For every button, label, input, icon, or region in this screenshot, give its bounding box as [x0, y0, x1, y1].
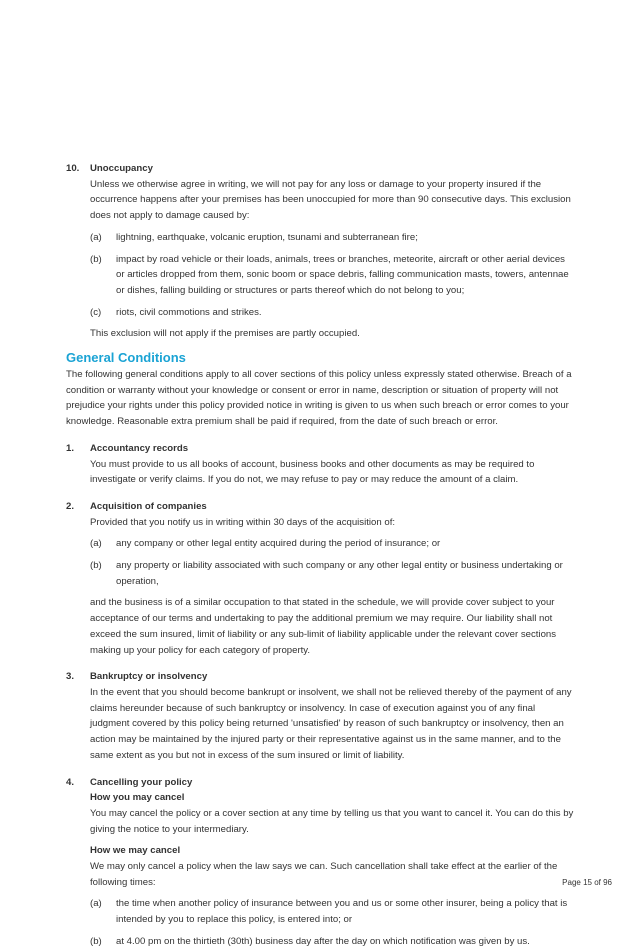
list-item-label: (c)	[90, 306, 102, 318]
general-conditions-intro: The following general conditions apply to all cover sections of this policy unless expressly stated otherwise. Breach of a condition or warranty without your knowledge or consent or error in name, description or situation of property will not prejudice your rights under this policy provided notice in writing is given to us when such breach or error comes to your knowledge. Reasonable extra premium shall be paid if required, from the date of such breach or error.	[66, 369, 572, 428]
section-number: 2.	[66, 500, 75, 512]
section-heading: Unoccupancy	[90, 163, 153, 174]
subsection-heading: How we may cancel	[90, 845, 181, 857]
list-item-label: (b)	[90, 935, 102, 947]
section-closing: This exclusion will not apply if the premises are partly occupied.	[90, 328, 360, 340]
section-number: 1.	[66, 442, 75, 454]
list-item	[90, 558, 574, 589]
subsection-text: You may cancel the policy or a cover section at any time by telling us that you want to cancel it. You can do this by giving the notice to your intermediary.	[90, 807, 574, 835]
section-text: Provided that you notify us in writing within 30 days of the acquisition of:	[90, 516, 396, 528]
section-closing: and the business is of a similar occupation to that stated in the schedule, we will provide cover subject to your acceptance of our terms and undertaking to pay the additional premium we may require. Our liability shall not exceed the sum insured, limit of liability or any sub-limit of liability applicable under the relevant cover sections making up your policy for each category of property.	[90, 597, 557, 656]
list-item-text: riots, civil commotions and strikes.	[116, 306, 262, 318]
document-body	[66, 161, 574, 950]
list-item	[90, 896, 574, 927]
section-heading: Accountancy records	[90, 442, 189, 454]
list-item-text: lightning, earthquake, volcanic eruption, tsunami and subterranean fire;	[116, 231, 418, 243]
list-item-text: any company or other legal entity acquired during the period of insurance; or	[116, 538, 441, 550]
general-conditions-title: General Conditions	[66, 350, 186, 366]
list-item-text: impact by road vehicle or their loads, animals, trees or branches, meteorite, aircraft or other aerial devices or articles dropped from them, sonic boom or space debris, falling communication masts, towers, antennae or dishes, falling building or structures or parts thereof which do not belong to you;	[116, 253, 569, 296]
section-unoccupancy	[66, 161, 574, 342]
list-item	[90, 934, 574, 950]
list-item	[90, 305, 574, 321]
section-heading: Cancelling your policy	[90, 776, 193, 788]
list-item-text: any property or liability associated with such company or any other legal entity or business undertaking or operation,	[116, 560, 563, 587]
section-cancelling-your-policy	[66, 775, 574, 950]
list-item-label: (b)	[90, 253, 102, 265]
section-accountancy-records	[66, 441, 574, 488]
list-item	[90, 252, 574, 299]
list-item-label: (a)	[90, 231, 102, 243]
section-heading: Bankruptcy or insolvency	[90, 671, 208, 683]
list-item-label: (a)	[90, 538, 102, 550]
page-number: Page 15 of 96	[562, 878, 612, 887]
subsection-heading: How you may cancel	[90, 792, 185, 804]
list-item	[90, 536, 574, 552]
list-item-text: at 4.00 pm on the thirtieth (30th) business day after the day on which notification was given by us.	[116, 935, 530, 947]
list-item-label: (b)	[90, 560, 102, 572]
section-bankruptcy-or-insolvency	[66, 669, 574, 763]
section-heading: Acquisition of companies	[90, 500, 207, 512]
list-item	[90, 230, 574, 246]
list-item-text: the time when another policy of insurance between you and us or some other insurer, being a policy that is intended by you to replace this policy, is entered into; or	[116, 898, 568, 926]
section-number: 3.	[66, 671, 75, 683]
list-item-label: (a)	[90, 898, 102, 910]
section-acquisition-of-companies	[66, 499, 574, 658]
section-number: 4.	[66, 776, 75, 788]
section-number: 10.	[66, 163, 80, 174]
section-text: Unless we otherwise agree in writing, we will not pay for any loss or damage to your property insured if the occurrence happens after your premises has been unoccupied for more than 90 consecutive days. This exclusion does not apply to damage caused by:	[90, 178, 571, 222]
section-text: You must provide to us all books of account, business books and other documents as may be required to investigate or verify claims. If you do not, we may refuse to pay or may reduce the amount of a claim.	[90, 458, 535, 486]
section-text: In the event that you should become bankrupt or insolvent, we shall not be relieved thereby of the payment of any claims hereunder because of such bankruptcy or insolvency. In case of execution against you of any final judgment covered by this policy being returned 'unsatisfied' by reason of such bankruptcy or insolvency, then an action may be maintained by the injured party or their representative against us in the same manner, and to the same extent as you but not in excess of the sum insured or limit of liability.	[90, 686, 572, 761]
subsection-text: We may only cancel a policy when the law says we can. Such cancellation shall take effect at the earlier of the following times:	[90, 861, 558, 888]
